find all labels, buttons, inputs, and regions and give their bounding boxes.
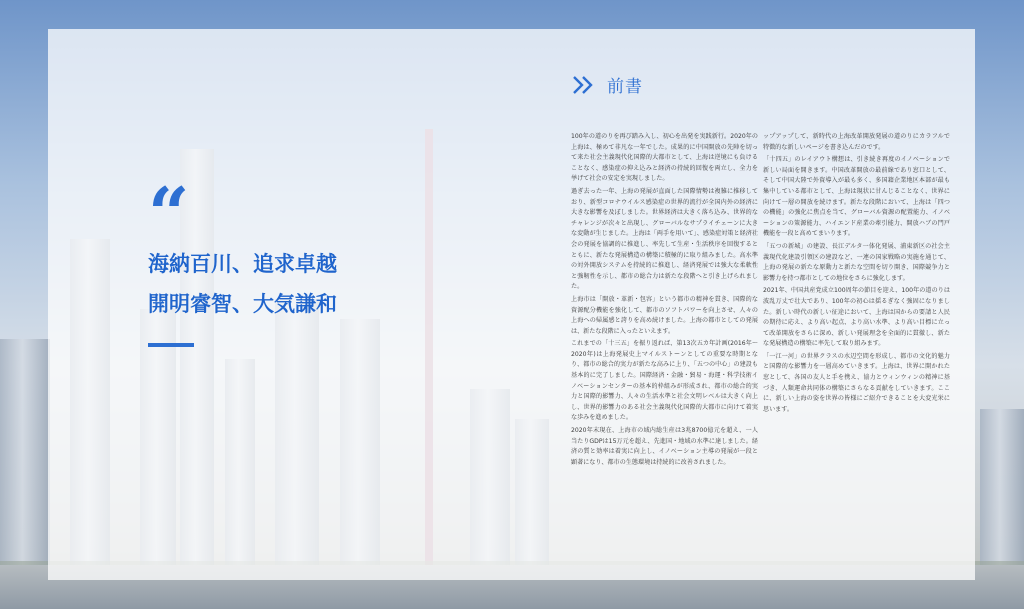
paragraph: 100年の道のりを再び踏み入し、初心を出発を実践新行。2020年の上海は、極めて非凡な一年でした。成果的に中国開放の先陣を切って来た社会主義現代化国際的大都市として、上海は逆境にも負けることなく、感染症の抑え込みと経済の持続的回復を両立し、全力を挙げて社会の安定を実現しました。: [571, 133, 758, 183]
section-header: [571, 72, 643, 97]
paragraph: 上海市は「開放・革新・包容」という都市の精神を貫き、国際的な資源配分機能を強化して、都市のソフトパワーを向上させ、人々の上海への帰属感と誇りを高め続けました。上海の都市としての発展は、新たな段階に入ったといえます。: [571, 295, 758, 335]
body-column-1: [571, 132, 758, 470]
paragraph: 過ぎ去った一年、上海の発展が直面した国際情勢は複雑に推移しており、新型コロナウイルス感染症の世界的流行が全国内外の経済に大きな影響を及ぼしました。世界経済は大きく落ち込み、世界的なチャレンジが次々と出現し、グローバルなサプライチェーンに大きな変動が生じました。上海は「両手を用いて」、感染症対策と経済社会の発展を協調的に推進し、率先して生産・生活秩序を回復するとともに、新たな発展構造の構築に積極的に取り組みました。高水準の対外開放システムを持続的に推進し、経済発展では強大な柔軟性と強靭性を示し、都市の総合力は新たな段階へと引き上げられました。: [571, 187, 758, 291]
section-title: 前書: [607, 77, 643, 97]
paragraph: 「五つの新城」の建設、長江デルタ一体化発展、浦東新区の社会主義現代化建設引領区の建設など、一連の国家戦略の実施を通じて、上海の発展の新たな原動力と新たな空間を切り開き、国際競争力と影響力を持つ都市としての地位をさらに強化します。: [763, 242, 950, 282]
paragraph: 「一江一河」の世界クラスの水辺空間を形成し、都市の文化的魅力と国際的な影響力を一層高めていきます。上海は、世界に開かれた窓として、各国の友人と手を携え、協力とウィンウィンの精神に基づき、人類運命共同体の構築にさらなる貢献をしていきます。ここに、新しい上海の姿を世界の皆様にご紹介できることを大変光栄に思います。: [763, 352, 950, 413]
paragraph: 「十四五」のレイアウト構想は、引き続き再度のイノベーションで新しい局面を開きます。中国改革開放の最前線であり窓口として、そして中国大陸で外資導入が最も多く、多国籍企業地区本部が最も集中している都市として、上海は現状に甘んじることなく、世界に向けて一層の開放を続けます。新たな段階において、上海は「四つの機能」の強化に焦点を当て、グローバル資源の配置能力、イノベーションの策源能力、ハイエンド産業の牽引能力、開放ハブの門戸機能を一段と高めてまいります。: [763, 156, 950, 238]
double-chevron-right-icon: [571, 74, 597, 96]
body-column-2: [763, 132, 950, 417]
slogan-line-2: 開明睿智、大気謙和: [148, 292, 337, 316]
skyscraper: [0, 339, 50, 569]
paragraph: これまでの「十三五」を振り返れば、第13次五カ年計画(2016年〜2020年)は上海発展史上マイルストーンとしての重要な時期となり、都市の総合的実力が新たな高みに上り、「五つの中心」の建設も基本的に完了しました。国際経済・金融・貿易・海運・科学技術イノベーションセンターの基本的枠組みが形成され、都市の総合的実力と国際的影響力、人々の生活水準と社会文明レベルは大きく向上し、世界的影響力のある社会主義現代化国際的大都市に向けて着実な歩みを進めました。: [571, 340, 758, 422]
skyscraper: [980, 409, 1024, 569]
slogan-line-1: 海納百川、追求卓越: [148, 252, 337, 276]
paragraph: 2021年、中国共産党成立100周年の節目を迎え、100年の道のりは波乱万丈で壮大であり、100年の初心は揺るぎなく強固になりました。新しい時代の新しい征途において、上海は国からの要請と人民の期待に応え、より高い起点、より高い水準、より高い目標に立って改革開放をさらに深め、新しい発展理念を全面的に貫徹し、新たな発展構造の構築に率先して取り組みます。: [763, 287, 950, 348]
slogan-underline: [148, 343, 194, 347]
paragraph: 2020年末現在、上海市の域内総生産は3兆8700億元を超え、一人当たりGDPは15万元を超え、先進国・地域の水準に達しました。経済の質と効率は着実に向上し、イノベーション主導の発展が一段と顕著になり、都市の生態環境は持続的に改善されました。: [571, 427, 758, 466]
paragraph: ップアップして、新時代の上海改革開放発展の道のりにカラフルで特徴的な新しいページを書き込んだのです。: [763, 133, 950, 151]
quote-mark: “: [148, 171, 190, 256]
